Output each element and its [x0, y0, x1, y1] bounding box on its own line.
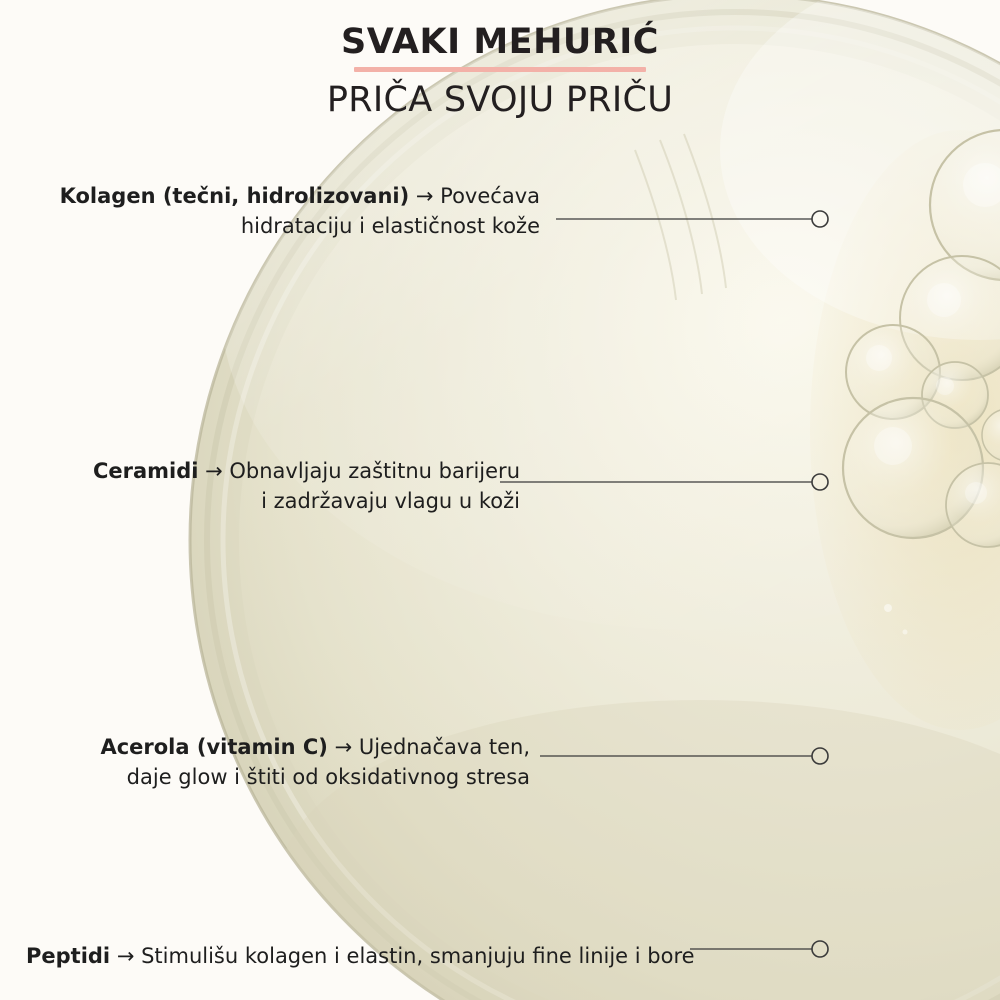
callout-acerola — [20, 733, 530, 793]
callout-ceramidi-line-2: i zadržavaju vlagu u koži — [261, 488, 520, 513]
page-title — [0, 22, 1000, 121]
callout-peptidi — [0, 942, 726, 972]
title-underline — [354, 67, 646, 72]
title-line-1: SVAKI MEHURIĆ — [341, 22, 659, 62]
callout-kolagen-line-1: Kolagen (tečni, hidrolizovani) → Povećava — [59, 184, 540, 208]
callout-kolagen — [30, 182, 540, 242]
callout-acerola-line-2: daje glow i štiti od oksidativnog stresa — [126, 764, 530, 789]
callout-acerola-line-1: Acerola (vitamin C) → Ujednačava ten, — [100, 735, 530, 759]
callout-ceramidi — [20, 457, 520, 517]
title-line-2: PRIČA SVOJU PRIČU — [326, 80, 674, 121]
callout-ceramidi-line-1: Ceramidi → Obnavljaju zaštitnu barijeru — [92, 459, 520, 483]
callout-kolagen-line-2: hidrataciju i elastičnost kože — [240, 213, 540, 238]
callout-peptidi-line-1: Peptidi → Stimulišu kolagen i elastin, smanjuju fine linije i bore — [26, 944, 695, 968]
